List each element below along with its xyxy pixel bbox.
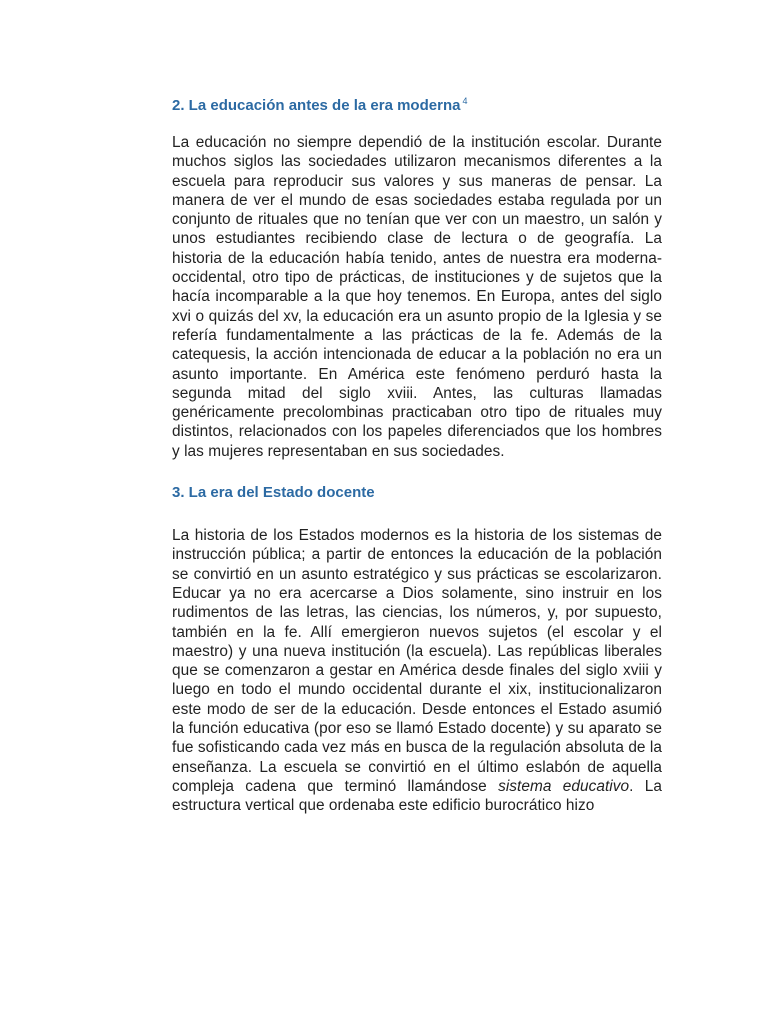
section-2-title: 2. La educación antes de la era moderna: [172, 97, 461, 114]
section-3-heading: 3. La era del Estado docente: [172, 484, 375, 502]
footnote-marker[interactable]: 4: [462, 96, 468, 106]
section-2-paragraph: La educación no siempre dependió de la institución escolar. Durante muchos siglos las sociedades utilizaron mecanismos diferentes a la escuela para reproducir sus valores y sus maneras de pensar. La manera de ver el mundo de esas sociedades estaba regulada por un conjunto de rituales que no tenían que ver con un maestro, un salón y unos estudiantes recibiendo clase de lectura o de geografía. La historia de la educación había tenido, antes de nuestra era moderna-occidental, otro tipo de prácticas, de instituciones y de sujetos que la hacía incomparable a la que hoy tenemos. En Europa, antes del siglo xvi o quizás del xv, la educación era un asunto propio de la Iglesia y se refería fundamentalmente a las prácticas de la fe. Además de la catequesis, la acción intencionada de educar a la población no era un asunto importante. En América este fenómeno perduró hasta la segunda mitad del siglo xviii. Antes, las culturas llamadas genéricamente precolombinas practicaban otro tipo de rituales muy distintos, relacionados con los papeles diferenciados que los hombres y las mujeres representaban en sus sociedades.: [172, 134, 662, 460]
section-2-heading: [172, 88, 662, 119]
document-page: [172, 88, 662, 816]
section-3-paragraph: [172, 526, 662, 815]
section-3-text-start: La historia de los Estados modernos es la historia de los sistemas de instrucción pública; a partir de entonces la educación de la población se convirtió en un asunto estratégico y sus prácticas se escolarizaron. Educar ya no era acercarse a Dios solamente, sino instruir en los rudimentos de las letras, las ciencias, los números, y, por supuesto, también en la fe. Allí emergieron nuevos sujetos (el escolar y el maestro) y una nueva institución (la escuela). Las repúblicas liberales que se comenzaron a gestar en América desde finales del siglo xviii y luego en todo el mundo occidental durante el xix, institucionalizaron este modo de ser de la educación. Desde entonces el Estado asumió la función educativa (por eso se llamó Estado docente) y su aparato se fue sofisticando cada vez más en busca de la regulación absoluta de la enseñanza. La escuela se convirtió en el último eslabón de aquella compleja cadena que terminó llamándose: [172, 527, 662, 795]
italic-term: sistema educativo: [498, 777, 630, 795]
section-3-text-end: . La estructura vertical que ordenaba este edificio burocrático hizo: [172, 777, 662, 815]
